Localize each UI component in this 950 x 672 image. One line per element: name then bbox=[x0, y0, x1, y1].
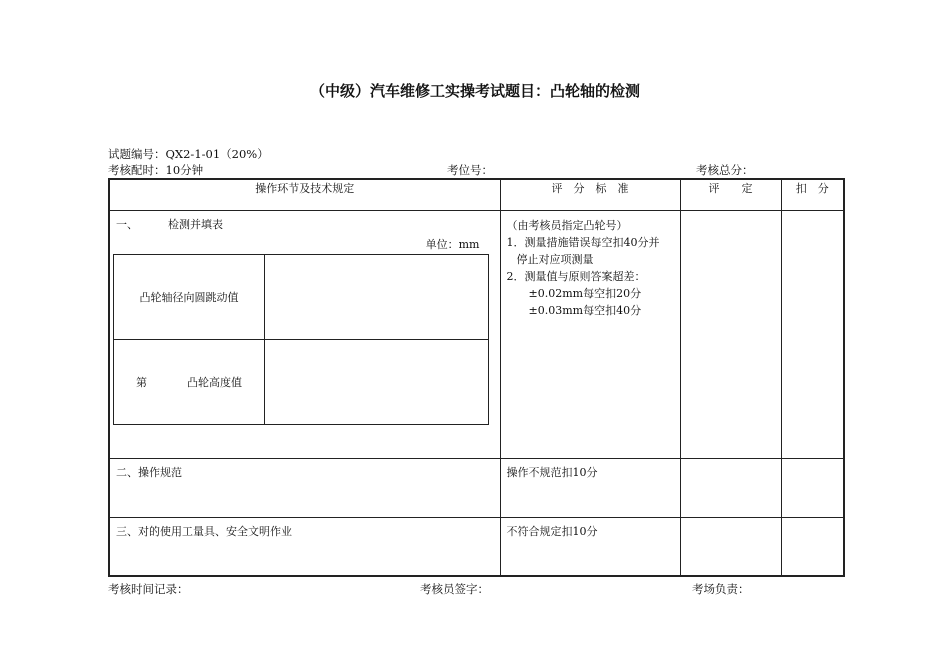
criteria-line: ±0.03mm每空扣40分 bbox=[528, 304, 642, 317]
runout-label: 凸轮轴径向圆跳动值 bbox=[114, 255, 265, 340]
row1-rating-cell[interactable] bbox=[680, 211, 781, 459]
site-supervisor-label: 考场负责： bbox=[692, 582, 750, 596]
cam-height-value-field[interactable] bbox=[265, 340, 489, 425]
page-title: （中级）汽车维修工实操考试题目：凸轮轴的检测 bbox=[309, 82, 640, 100]
cam-height-label-cell bbox=[114, 340, 265, 425]
criteria-line: ±0.02mm每空扣20分 bbox=[528, 287, 642, 300]
cam-height-prefix: 第 bbox=[136, 376, 147, 389]
table-row bbox=[109, 211, 844, 459]
row2-criteria-cell bbox=[500, 459, 680, 518]
row2-label: 二、操作规范 bbox=[116, 466, 182, 479]
row1-deduct-cell[interactable] bbox=[781, 211, 844, 459]
row1-label: 检测并填表 bbox=[168, 218, 223, 231]
criteria-line: 2．测量值与原则答案超差： bbox=[506, 270, 646, 283]
exam-table bbox=[108, 178, 845, 577]
time-record-label: 考核时间记录： bbox=[108, 582, 189, 596]
row2-rating-cell[interactable] bbox=[680, 459, 781, 518]
runout-row bbox=[114, 255, 489, 340]
runout-value-field[interactable] bbox=[265, 255, 489, 340]
row1-heading bbox=[116, 216, 494, 232]
exam-time: 考核配时：10分钟 bbox=[108, 163, 204, 177]
row1-criteria-cell bbox=[500, 211, 680, 459]
row3-criteria: 不符合规定扣10分 bbox=[506, 525, 598, 538]
header-steps: 操作环节及技术规定 bbox=[109, 179, 500, 211]
table-header-row bbox=[109, 179, 844, 211]
row1-number: 一、 bbox=[116, 218, 138, 231]
measurement-table bbox=[113, 254, 489, 425]
row3-rating-cell[interactable] bbox=[680, 518, 781, 576]
row2-steps-cell bbox=[109, 459, 500, 518]
header-rating: 评 定 bbox=[680, 179, 781, 211]
seat-number: 考位号： bbox=[447, 163, 493, 177]
row3-steps-cell bbox=[109, 518, 500, 576]
row2-criteria: 操作不规范扣10分 bbox=[506, 466, 598, 479]
total-score: 考核总分： bbox=[696, 163, 754, 177]
cam-height-row bbox=[114, 340, 489, 425]
cam-height-label: 凸轮高度值 bbox=[187, 376, 242, 389]
unit-label: 单位：mm bbox=[425, 238, 480, 251]
row3-deduct-cell[interactable] bbox=[781, 518, 844, 576]
row1-steps-cell bbox=[109, 211, 500, 459]
examiner-signature-label: 考核员签字： bbox=[420, 582, 489, 596]
exam-number: 试题编号：QX2-1-01（20%） bbox=[108, 147, 269, 161]
criteria-line: 1．测量措施错误每空扣40分并 bbox=[506, 236, 660, 249]
criteria-line: （由考核员指定凸轮号） bbox=[506, 219, 628, 232]
row3-criteria-cell bbox=[500, 518, 680, 576]
header-deduct: 扣 分 bbox=[781, 179, 844, 211]
criteria-line: 停止对应项测量 bbox=[516, 253, 594, 266]
table-row bbox=[109, 459, 844, 518]
table-row bbox=[109, 518, 844, 576]
header-criteria: 评 分 标 准 bbox=[500, 179, 680, 211]
row2-deduct-cell[interactable] bbox=[781, 459, 844, 518]
row3-label: 三、对的使用工量具、安全文明作业 bbox=[116, 525, 292, 538]
